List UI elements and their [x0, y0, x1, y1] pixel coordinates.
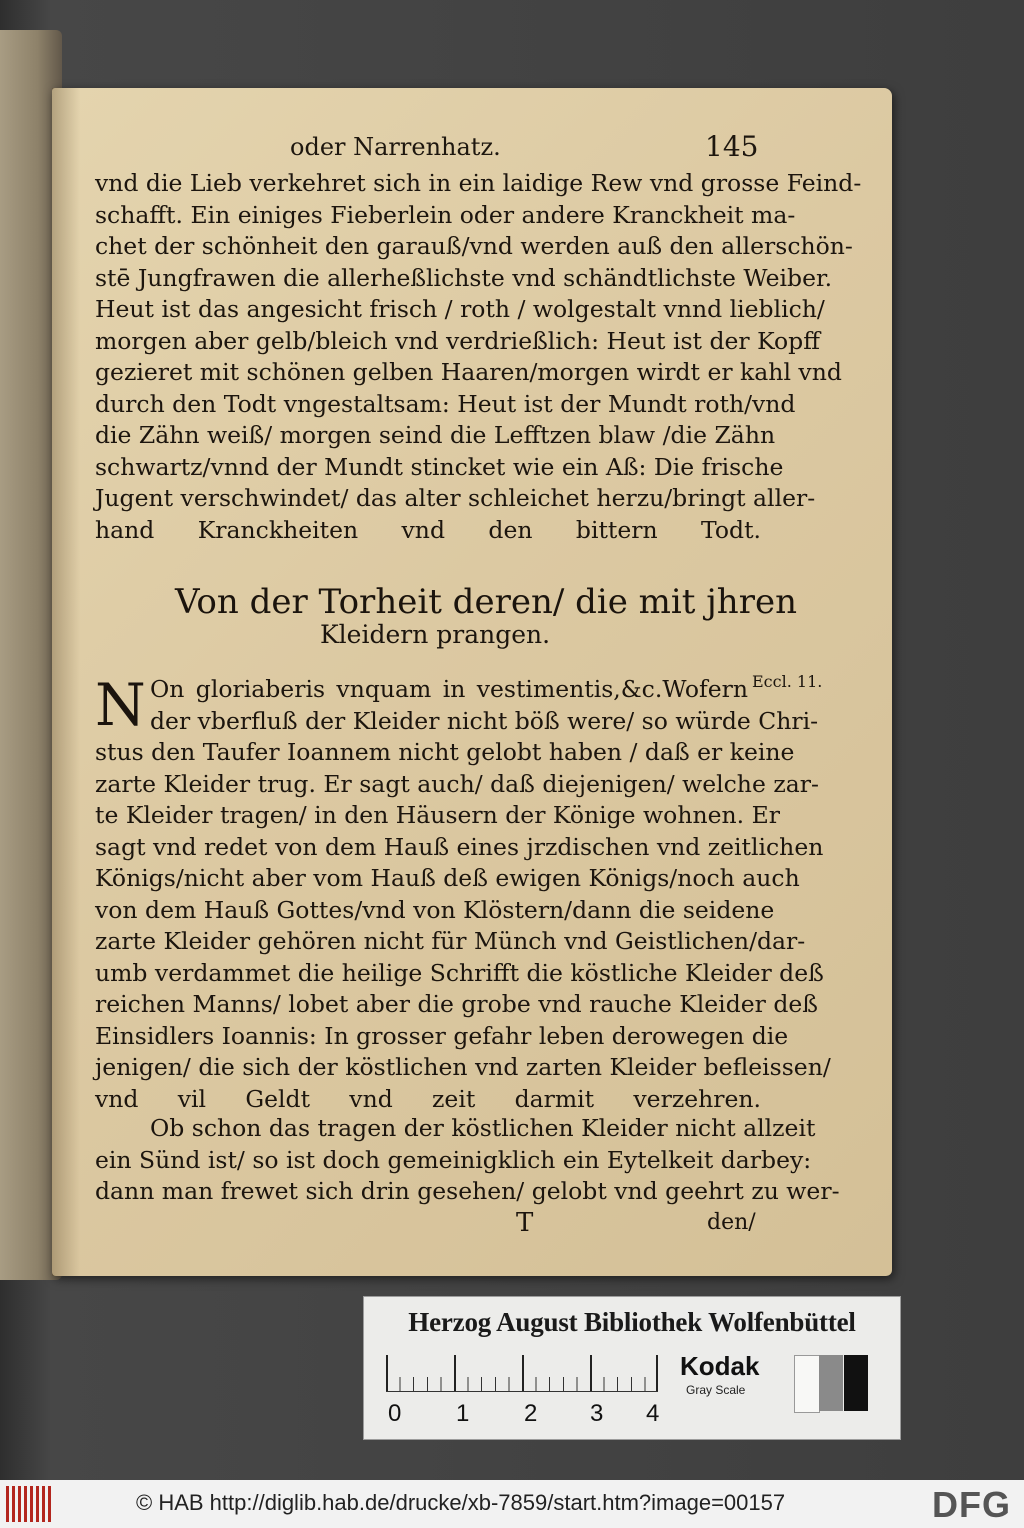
- scale-number: 1: [456, 1400, 470, 1427]
- text-line: Ob schon das tragen der köstlichen Kleider nicht allzeit: [150, 1114, 816, 1142]
- scale-number: 2: [524, 1400, 538, 1427]
- gray-scale-label: Gray Scale: [686, 1383, 746, 1397]
- text-line: zarte Kleider trug. Er sagt auch/ daß diejenigen/ welche zar-: [95, 769, 819, 798]
- text-line: Jugent verschwindet/ das alter schleichet herzu/bringt aller-: [95, 484, 816, 512]
- text-line: morgen aber gelb/bleich vnd verdrießlich: Heut ist der Kopff: [95, 326, 820, 355]
- black-swatch: [844, 1355, 868, 1411]
- text-line: Königs/nicht aber vom Hauß deß ewigen Königs/noch auch: [95, 864, 800, 892]
- dfg-logo: DFG: [932, 1484, 1011, 1525]
- text-line: dann man frewet sich drin gesehen/ gelobt vnd geehrt zu wer-: [95, 1177, 840, 1205]
- margin-note: Eccl. 11.: [752, 672, 823, 691]
- scale-number: 4: [646, 1400, 660, 1427]
- text-line: gezieret mit schönen gelben Haaren/morgen wirdt er kahl vnd: [95, 358, 842, 386]
- page-number: 145: [705, 130, 759, 163]
- ruler-major-tick: [386, 1355, 388, 1391]
- text-line: vnd vil Geldt vnd zeit darmit verzehren.: [95, 1084, 761, 1113]
- library-name: Herzog August Bibliothek Wolfenbüttel: [408, 1307, 856, 1337]
- text-line: die Zähn weiß/ morgen seind die Lefftzen blaw /die Zähn: [95, 421, 776, 449]
- text-line: hand Kranckheiten vnd den bittern Todt.: [95, 515, 761, 544]
- hab-logo-icon: [6, 1486, 54, 1522]
- text-line: reichen Manns/ lobet aber die grobe vnd rauche Kleider deß: [95, 990, 819, 1018]
- text-line: vnd die Lieb verkehret sich in ein laidige Rew vnd grosse Feind-: [95, 169, 862, 197]
- text-line: jenigen/ die sich der köstlichen vnd zarten Kleider befleissen/: [95, 1053, 831, 1081]
- scale-number: 3: [590, 1400, 604, 1427]
- text-line: stē Jungfrawen die allerheßlichste vnd schändtlichste Weiber.: [95, 263, 833, 292]
- footer-bar: [0, 1480, 1024, 1528]
- text-line: chet der schönheit den garauß/vnd werden auß den allerschön-: [95, 232, 853, 260]
- ruler-major-tick: [590, 1355, 592, 1391]
- scale-ruler: [386, 1355, 658, 1392]
- text-line: Heut ist das angesicht frisch / roth / wolgestalt vnnd lieblich/: [95, 295, 825, 323]
- color-target-card: [363, 1296, 901, 1440]
- text-line: ein Sünd ist/ so ist doch gemeinigklich ein Eytelkeit darbey:: [95, 1145, 812, 1174]
- gray-swatch: [819, 1355, 843, 1411]
- copyright-url[interactable]: © HAB http://diglib.hab.de/drucke/xb-7859/start.htm?image=00157: [136, 1490, 786, 1515]
- text-line: On gloriaberis vnquam in vestimentis,&c.Wofern: [150, 675, 748, 703]
- catchword: den/: [707, 1210, 756, 1235]
- text-line: zarte Kleider gehören nicht für Münch vnd Geistlichen/dar-: [95, 927, 806, 955]
- text-line: von dem Hauß Gottes/vnd von Klöstern/dann die seidene: [95, 895, 775, 924]
- text-line: te Kleider tragen/ in den Häusern der Könige wohnen. Er: [95, 801, 780, 829]
- kodak-logo: Kodak: [680, 1351, 760, 1381]
- text-line: umb verdammet die heilige Schrifft die köstliche Kleider deß: [95, 958, 824, 987]
- white-swatch: [794, 1355, 820, 1413]
- text-line: schwartz/vnnd der Mundt stincket wie ein Aß: Die frische: [95, 452, 784, 481]
- ruler-major-tick: [656, 1355, 658, 1391]
- section-heading: Von der Torheit deren/ die mit jhren: [175, 582, 797, 622]
- text-line: sagt vnd redet von dem Hauß eines jrzdischen vnd zeitlichen: [95, 832, 824, 861]
- section-subheading: Kleidern prangen.: [320, 620, 551, 649]
- text-line: stus den Taufer Ioannem nicht gelobt haben / daß er keine: [95, 738, 795, 766]
- scale-number: 0: [388, 1400, 402, 1427]
- running-head: oder Narrenhatz.: [290, 133, 501, 161]
- text-line: Einsidlers Ioannis: In grosser gefahr leben derowegen die: [95, 1021, 789, 1050]
- text-line: der vberfluß der Kleider nicht böß were/ so würde Chri-: [150, 706, 819, 735]
- signature-mark: T: [516, 1208, 534, 1238]
- text-line: durch den Todt vngestaltsam: Heut ist der Mundt roth/vnd: [95, 389, 796, 418]
- text-line: schafft. Ein einiges Fieberlein oder andere Kranckheit ma-: [95, 200, 796, 229]
- drop-initial: N: [95, 671, 146, 739]
- ruler-major-tick: [522, 1355, 524, 1391]
- ruler-major-tick: [454, 1355, 456, 1391]
